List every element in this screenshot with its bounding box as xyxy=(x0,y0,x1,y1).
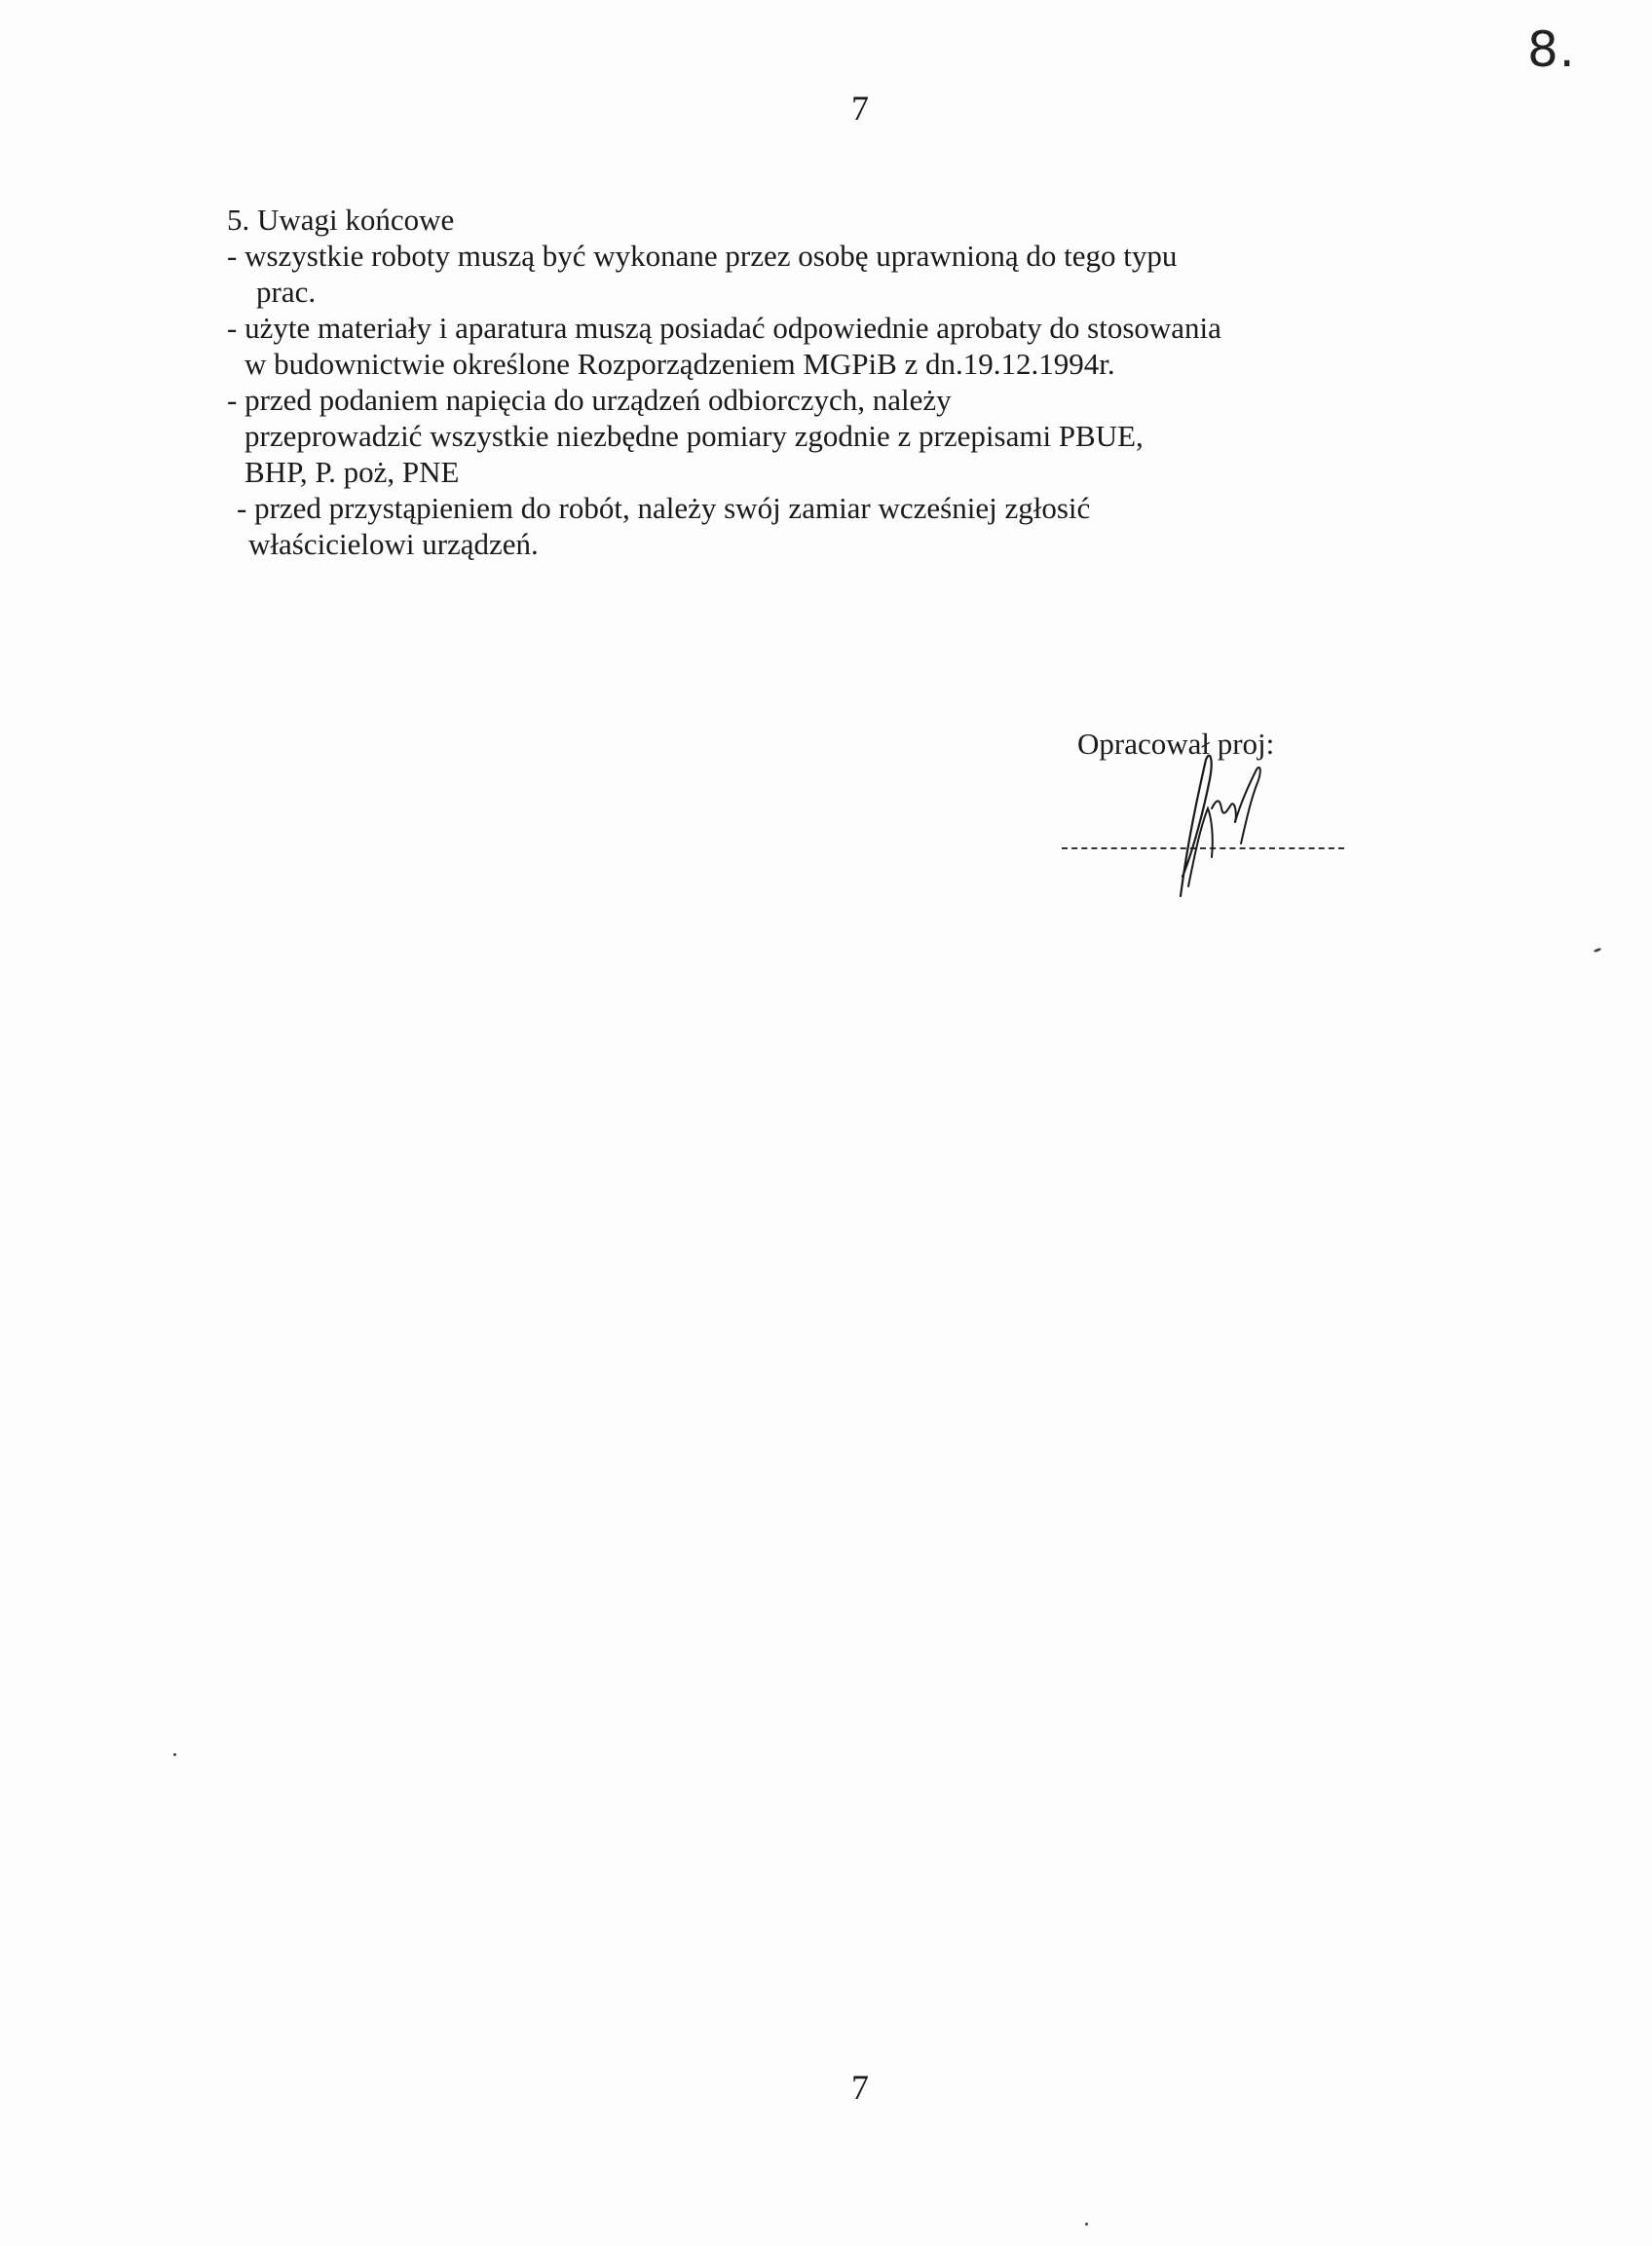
scan-mark xyxy=(173,1753,176,1756)
scan-mark xyxy=(1594,948,1602,954)
page-number-bottom: 7 xyxy=(851,2068,869,2107)
scan-mark xyxy=(1085,2223,1088,2226)
remark-line-7: BHP, P. poż, PNE xyxy=(244,455,460,489)
remark-line-5: - przed podaniem napięcia do urządzeń odbiorczych, należy xyxy=(227,383,952,417)
section-final-remarks xyxy=(227,202,1396,562)
remark-line-9: właścicielowi urządzeń. xyxy=(248,527,539,561)
signature-label: Opracował proj: xyxy=(1077,727,1275,761)
remark-line-4: w budownictwie określone Rozporządzeniem MGPiB z dn.19.12.1994r. xyxy=(244,347,1115,381)
remark-line-2: prac. xyxy=(256,275,317,309)
sheet-number: 8. xyxy=(1527,21,1576,78)
remark-line-1: - wszystkie roboty muszą być wykonane przez osobę uprawnioną do tego typu xyxy=(227,239,1178,273)
page-number-top: 7 xyxy=(851,89,869,128)
section-heading: 5. Uwagi końcowe xyxy=(227,203,455,237)
remark-line-6: przeprowadzić wszystkie niezbędne pomiary zgodnie z przepisami PBUE, xyxy=(244,419,1144,453)
remark-line-8: - przed przystąpieniem do robót, należy swój zamiar wcześniej zgłosić xyxy=(237,491,1091,525)
handwritten-signature xyxy=(1110,750,1305,916)
remark-line-3: - użyte materiały i aparatura muszą posiadać odpowiednie aprobaty do stosowania xyxy=(227,311,1221,345)
